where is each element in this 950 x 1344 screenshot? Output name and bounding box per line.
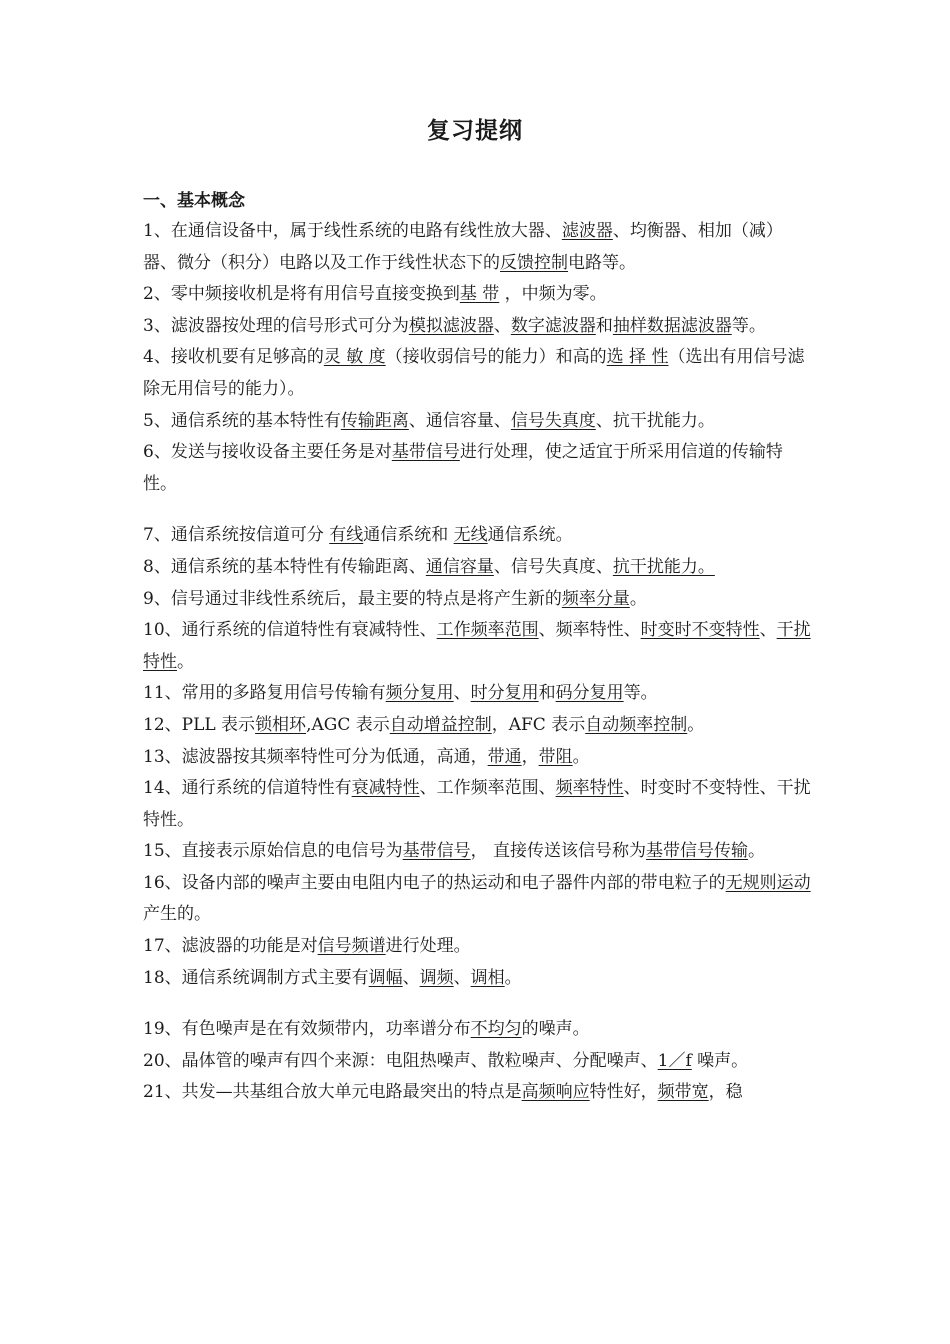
item-text: 3、滤波器按处理的信号形式可分为 [143, 315, 409, 336]
item-text: 、 [453, 967, 471, 988]
item-text: 进行处理，使之适宜于所采用信道的传输特性。 [143, 442, 783, 494]
answer-blank: 信号失真度 [510, 410, 596, 431]
item-text: 16、设备内部的噪声主要由电阻内电子的热运动和电子器件内部的带电粒子的 [143, 872, 726, 893]
item-text: 。 [572, 746, 590, 767]
item-text: 等。 [623, 683, 658, 704]
page-title: 复习提纲 [427, 118, 523, 144]
item-text: 通信系统和 [363, 525, 454, 546]
outline-list [143, 216, 815, 1109]
item-text: 、均衡器、相加（减）器、微分（积分）电路以及工作于线性状态下的 [143, 221, 783, 273]
answer-blank: 时变时不变特性 [640, 620, 760, 641]
outline-item [143, 584, 815, 616]
item-text: 等。 [731, 315, 766, 336]
item-text: （选出有用信号滤除无用信号的能力）。 [143, 347, 805, 399]
answer-blank: 工作频率范围 [436, 620, 539, 641]
item-text: 19、有色噪声是在有效频带内，功率谱分布 [143, 1019, 471, 1040]
answer-blank: 基带信号 [402, 841, 471, 862]
item-text: 的噪声。 [521, 1019, 590, 1040]
answer-blank: 基 带 [459, 284, 500, 305]
answer-blank: 数字滤波器 [510, 315, 596, 336]
answer-blank: 反馈控制 [500, 252, 568, 273]
item-text: 14、通行系统的信道特性有 [143, 778, 352, 799]
item-text: 、 [453, 683, 471, 704]
outline-item [143, 931, 815, 963]
item-text: （接收弱信号的能力）和高的 [385, 347, 607, 368]
outline-item [143, 742, 815, 774]
item-text: 产生的。 [143, 904, 211, 925]
item-text: 、 [402, 967, 420, 988]
answer-blank: 模拟滤波器 [408, 315, 494, 336]
outline-item [143, 1046, 815, 1078]
answer-blank: 调幅 [368, 967, 403, 988]
answer-blank: 通信容量 [425, 556, 494, 577]
answer-blank: 频率特性 [555, 778, 624, 799]
outline-item [143, 520, 815, 552]
item-text: 17、滤波器的功能是对 [143, 936, 318, 957]
answer-blank: 调频 [419, 967, 454, 988]
item-text: 特性好， [589, 1082, 658, 1103]
answer-blank: 选 择 性 [606, 347, 669, 368]
item-text: 。 [629, 588, 647, 609]
item-text: ， [521, 746, 539, 767]
item-text: 9、信号通过非线性系统后，最主要的特点是将产生新的 [143, 588, 562, 609]
item-text: 11、常用的多路复用信号传输有 [143, 683, 386, 704]
outline-item [143, 279, 815, 311]
outline-item [143, 311, 815, 343]
item-text: 、频率特性、 [538, 620, 641, 641]
answer-blank: 抗干扰能力。 [612, 556, 715, 577]
item-text: 21、共发—共基组合放大单元电路最突出的特点是 [143, 1082, 522, 1103]
item-text: ， 直接传送该信号称为 [470, 841, 647, 862]
answer-blank: 滤波器 [561, 221, 613, 241]
item-text: 20、晶体管的噪声有四个来源：电阻热噪声、散粒噪声、分配噪声、 [143, 1050, 658, 1071]
item-text: ，AFC 表示 [491, 714, 586, 735]
answer-blank: 干扰特性 [143, 620, 811, 672]
answer-blank: 时分复用 [470, 683, 539, 704]
outline-item [143, 552, 815, 584]
item-text: 7、通信系统按信道可分 [143, 525, 330, 546]
answer-blank: 调相 [470, 967, 505, 988]
item-text: 电路等。 [568, 252, 636, 273]
answer-blank: 基带信号 [391, 442, 460, 463]
item-text: ，稳 [708, 1082, 743, 1103]
outline-item [143, 868, 815, 931]
answer-blank: 频带宽 [657, 1082, 709, 1103]
answer-blank: 频率分量 [561, 588, 630, 609]
item-text: 进行处理。 [385, 936, 471, 957]
item-text: 、信号失真度、 [493, 556, 613, 577]
outline-item [143, 406, 815, 438]
answer-blank: 带通 [487, 746, 522, 767]
answer-blank: 高频响应 [521, 1082, 590, 1103]
item-text: 噪声。 [691, 1050, 749, 1071]
item-text: 。 [504, 967, 522, 988]
item-text: 13、滤波器按其频率特性可分为低通，高通， [143, 746, 488, 767]
answer-blank: 衰减特性 [351, 778, 420, 799]
answer-blank: 有线 [329, 525, 364, 546]
outline-item [143, 1077, 815, 1109]
answer-blank: 不均匀 [470, 1019, 522, 1040]
item-text: 12、PLL 表示 [143, 714, 256, 735]
item-text: ，中频为零。 [499, 284, 607, 305]
item-text: 2、零中频接收机是将有用信号直接变换到 [143, 284, 460, 305]
answer-blank: 自动频率控制 [585, 714, 688, 735]
answer-blank: 传输距离 [340, 410, 409, 431]
answer-blank: 无规则运动 [725, 872, 811, 893]
item-text: 15、直接表示原始信息的电信号为 [143, 841, 403, 862]
answer-blank: 灵 敏 度 [323, 347, 386, 368]
answer-blank: 基带信号传输 [646, 841, 749, 862]
item-text: 、时变时不变特性、干扰特性。 [143, 778, 811, 830]
outline-item [143, 773, 815, 836]
outline-item [143, 963, 815, 995]
answer-blank: 自动增益控制 [389, 714, 492, 735]
outline-item [143, 216, 815, 279]
item-text: 8、通信系统的基本特性有传输距离、 [143, 556, 426, 577]
item-text: 。 [687, 714, 705, 735]
answer-blank: 锁相环 [255, 714, 307, 735]
outline-item [143, 1014, 815, 1046]
item-text: 10、通行系统的信道特性有衰减特性、 [143, 620, 437, 641]
outline-item [143, 342, 815, 405]
item-text: 1、在通信设备中，属于线性系统的电路有线性放大器、 [143, 221, 562, 241]
outline-item [143, 710, 815, 742]
item-text: 。 [748, 841, 766, 862]
item-text: 和 [538, 683, 556, 704]
item-text: ,AGC 表示 [306, 714, 390, 735]
answer-blank: 码分复用 [555, 683, 624, 704]
answer-blank: 信号频谱 [317, 936, 386, 957]
item-text: 、 [759, 620, 777, 641]
outline-item [143, 437, 815, 500]
item-text: 、抗干扰能力。 [595, 410, 715, 431]
item-text: 、通信容量、 [408, 410, 511, 431]
answer-blank: 频分复用 [385, 683, 454, 704]
answer-blank: 1／f [657, 1050, 692, 1071]
answer-blank: 带阻 [538, 746, 573, 767]
section-heading: 一、基本概念 [143, 191, 245, 211]
item-text: 、工作频率范围、 [419, 778, 556, 799]
item-text: 和 [595, 315, 613, 336]
item-text: 5、通信系统的基本特性有 [143, 410, 341, 431]
item-text: 6、发送与接收设备主要任务是对 [143, 442, 392, 463]
outline-item [143, 836, 815, 868]
item-text: 4、接收机要有足够高的 [143, 347, 324, 368]
item-text: 通信系统。 [487, 525, 573, 546]
answer-blank: 抽样数据滤波器 [612, 315, 732, 336]
item-text: 、 [493, 315, 511, 336]
outline-item [143, 678, 815, 710]
item-text: 。 [177, 651, 194, 672]
item-text: 18、通信系统调制方式主要有 [143, 967, 369, 988]
answer-blank: 无线 [453, 525, 488, 546]
outline-item [143, 615, 815, 678]
